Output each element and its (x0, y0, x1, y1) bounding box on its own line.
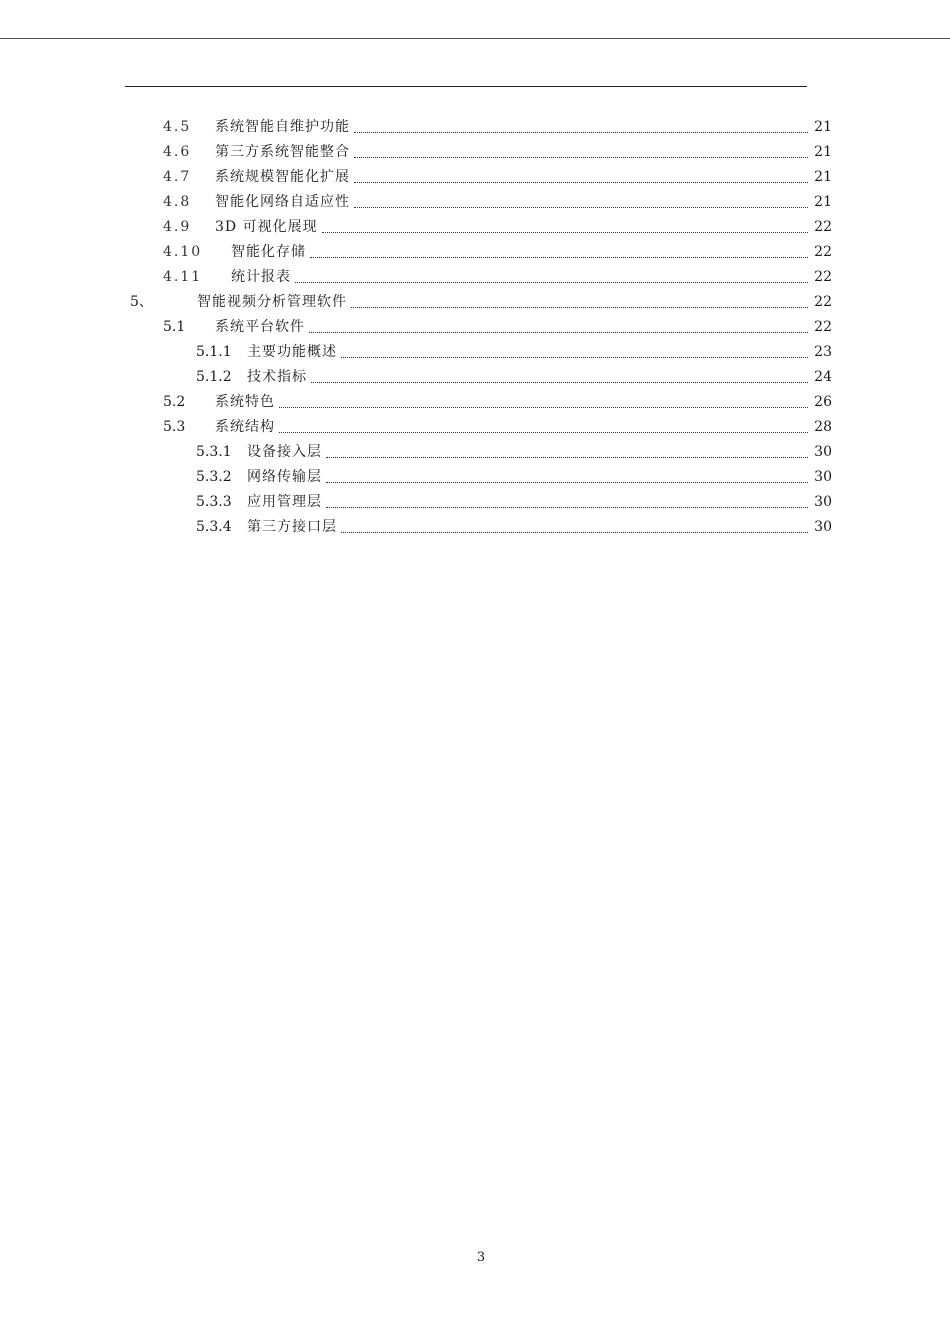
toc-entry-number: 5.1 (163, 319, 186, 335)
toc-entry[interactable] (163, 215, 832, 240)
toc-entry-title: 系统平台软件 (215, 319, 305, 335)
toc-entry[interactable] (163, 240, 832, 265)
toc-entry-number: 4.6 (163, 144, 192, 160)
toc-entry[interactable] (130, 290, 832, 315)
toc-entry-title: 应用管理层 (247, 494, 322, 510)
toc-entry-page: 21 (814, 169, 832, 185)
toc-dot-leader (326, 465, 808, 490)
toc-entry-page: 28 (814, 419, 832, 435)
toc-dot-leader (341, 515, 808, 540)
toc-entry-number: 5.3.1 (196, 444, 232, 460)
toc-dot-leader (326, 440, 808, 465)
toc-entry-number: 5、 (130, 294, 153, 310)
toc-entry-title: 系统特色 (215, 394, 275, 410)
toc-entry-title: 3D 可视化展现 (215, 219, 318, 235)
toc-dot-leader (354, 140, 808, 165)
toc-entry-title: 设备接入层 (247, 444, 322, 460)
toc-entry-page: 22 (814, 319, 832, 335)
toc-entry-title: 统计报表 (231, 269, 291, 285)
toc-entry-number: 4.11 (163, 269, 203, 285)
toc-entry-title: 技术指标 (247, 369, 307, 385)
toc-entry-number: 5.3 (163, 419, 186, 435)
header-rule (125, 86, 807, 87)
toc-entry-page: 21 (814, 194, 832, 210)
toc-dot-leader (351, 290, 808, 315)
toc-entry-page: 30 (814, 469, 832, 485)
toc-entry-page: 22 (814, 294, 832, 310)
toc-dot-leader (279, 415, 808, 440)
toc-entry[interactable] (196, 340, 832, 365)
toc-dot-leader (295, 265, 808, 290)
toc-entry[interactable] (196, 465, 832, 490)
toc-entry-page: 24 (814, 369, 832, 385)
toc-entry-title: 主要功能概述 (247, 344, 337, 360)
toc-entry[interactable] (196, 440, 832, 465)
toc-entry-number: 4.10 (163, 244, 203, 260)
toc-entry-page: 22 (814, 219, 832, 235)
page-top-edge (0, 38, 950, 39)
toc-entry-title: 智能视频分析管理软件 (197, 294, 347, 310)
toc-dot-leader (354, 115, 808, 140)
toc-entry-title: 网络传输层 (247, 469, 322, 485)
toc-entry-number: 5.3.3 (196, 494, 232, 510)
toc-entry[interactable] (163, 165, 832, 190)
toc-entry-page: 30 (814, 444, 832, 460)
toc-entry[interactable] (163, 415, 832, 440)
toc-entry-page: 21 (814, 144, 832, 160)
toc-entry-title: 第三方接口层 (247, 519, 337, 535)
toc-entry-number: 5.1.1 (196, 344, 232, 360)
toc-entry[interactable] (196, 515, 832, 540)
toc-entry[interactable] (163, 315, 832, 340)
toc-entry-page: 26 (814, 394, 832, 410)
toc-dot-leader (309, 315, 808, 340)
toc-entry[interactable] (163, 390, 832, 415)
toc-entry-number: 5.2 (163, 394, 186, 410)
toc-entry-title: 系统智能自维护功能 (215, 119, 350, 135)
toc-entry-title: 智能化网络自适应性 (215, 194, 350, 210)
toc-entry[interactable] (163, 140, 832, 165)
toc-entry[interactable] (163, 265, 832, 290)
toc-entry-number: 4.9 (163, 219, 192, 235)
toc-dot-leader (279, 390, 808, 415)
toc-dot-leader (326, 490, 808, 515)
toc-entry-number: 5.1.2 (196, 369, 232, 385)
toc-entry-title: 系统结构 (215, 419, 275, 435)
toc-dot-leader (322, 215, 808, 240)
toc-dot-leader (354, 190, 808, 215)
toc-entry-page: 30 (814, 519, 832, 535)
toc-entry[interactable] (196, 490, 832, 515)
toc-entry-title: 智能化存储 (231, 244, 306, 260)
toc-entry-number: 4.8 (163, 194, 192, 210)
toc-entry-page: 30 (814, 494, 832, 510)
toc-entry[interactable] (196, 365, 832, 390)
toc-entry[interactable] (163, 190, 832, 215)
toc-entry-page: 21 (814, 119, 832, 135)
toc-dot-leader (311, 365, 808, 390)
toc-entry-page: 22 (814, 244, 832, 260)
toc-entry-number: 4.7 (163, 169, 192, 185)
toc-entry-page: 23 (814, 344, 832, 360)
toc-entry[interactable] (163, 115, 832, 140)
toc-dot-leader (341, 340, 808, 365)
toc-dot-leader (310, 240, 808, 265)
toc-entry-number: 4.5 (163, 119, 192, 135)
page-number: 3 (476, 1250, 486, 1265)
toc-entry-number: 5.3.2 (196, 469, 232, 485)
toc-dot-leader (354, 165, 808, 190)
toc-entry-title: 系统规模智能化扩展 (215, 169, 350, 185)
toc-entry-number: 5.3.4 (196, 519, 232, 535)
toc-entry-title: 第三方系统智能整合 (215, 144, 350, 160)
toc-entry-page: 22 (814, 269, 832, 285)
